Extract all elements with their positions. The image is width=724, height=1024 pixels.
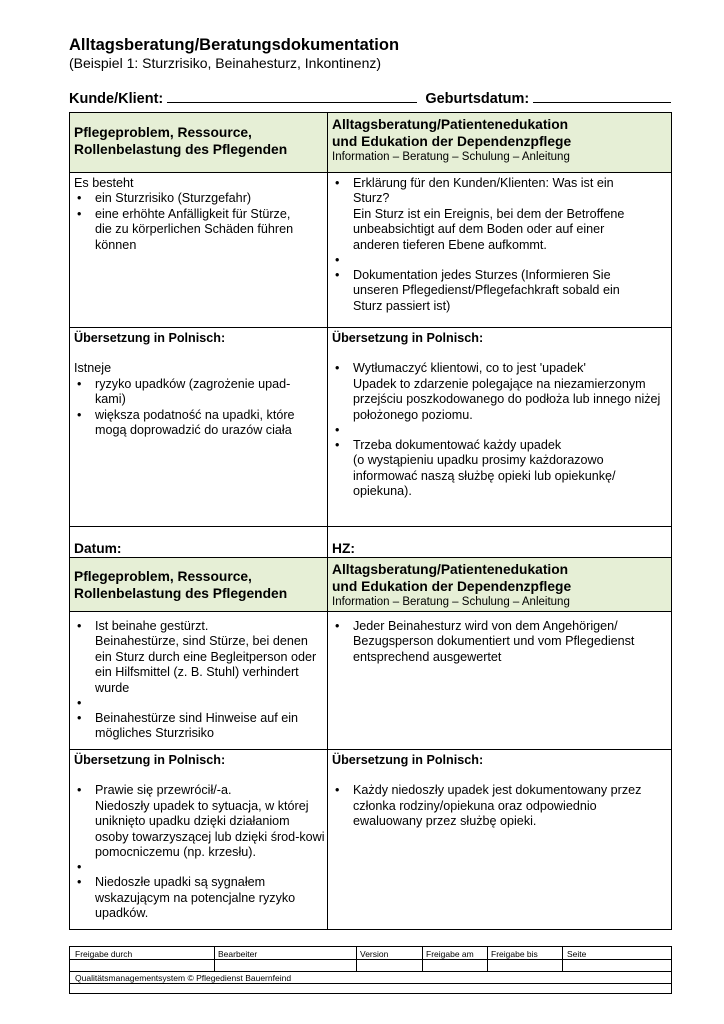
list-item: • większa podatność na upadki, które mogą doprowadzić do urazów ciała xyxy=(74,408,324,439)
list-item: • Ist beinahe gestürzt. Beinahestürze, sind Stürze, bei denen ein Sturz durch eine Begleitperson oder ein Hilfsmittel (z. B. Stuhl) verhindert wurde xyxy=(74,619,324,696)
translation-label: Übersetzung in Polnisch: xyxy=(74,331,226,345)
s2-right-german xyxy=(332,619,658,665)
list-item: • Trzeba dokumentować każdy upadek (o wystąpieniu upadku prosimy każdorazowo informować naszą służbę opieki lub opiekunkę/ opiekuna). xyxy=(332,438,666,500)
list-item: • Prawie się przewrócił/-a. Niedoszły upadek to sytuacja, w której uniknięto upadku dzięki działaniom osoby towarzyszącej lub dzięki środ-kowi pomocniczemu (np. krzesłu). xyxy=(74,783,326,860)
s2-right-subheader: Information – Beratung – Schulung – Anleitung xyxy=(332,596,570,608)
list-item: • Jeder Beinahesturz wird von dem Angehörigen/ Bezugsperson dokumentiert und vom Pflegedienst entsprechend ausgewertet xyxy=(332,619,658,665)
footer-col-freigabe-durch: Freigabe durch xyxy=(75,949,133,959)
s1-right-subheader: Information – Beratung – Schulung – Anleitung xyxy=(332,151,570,163)
footer-col-version: Version xyxy=(360,949,389,959)
s1-right-german xyxy=(332,176,644,314)
footer-col-freigabe-bis: Freigabe bis xyxy=(491,949,538,959)
s1-right-header: Alltagsberatung/Patientenedukation und Edukation der Dependenzpflege Information – Beratung – Schulung – Anleitung xyxy=(332,116,668,164)
footer-qm-text: Qualitätsmanagementsystem © Pflegedienst Bauernfeind xyxy=(75,973,292,983)
translation-label: Übersetzung in Polnisch: xyxy=(332,753,484,767)
s1-left-header: Pflegeproblem, Ressource, Rollenbelastung des Pflegenden xyxy=(74,125,288,157)
list-item: • Erklärung für den Kunden/Klienten: Was ist ein Sturz? Ein Sturz ist ein Ereignis, bei dem der Betroffene unbeabsichtigt auf dem Boden oder auf einer anderen tieferen Ebene aufkommt. xyxy=(332,176,644,253)
translation-label: Übersetzung in Polnisch: xyxy=(332,331,484,345)
footer-col-seite: Seite xyxy=(567,949,587,959)
client-field[interactable] xyxy=(167,88,417,103)
footer-col-bearbeiter: Bearbeiter xyxy=(218,949,258,959)
document-subtitle: (Beispiel 1: Sturzrisiko, Beinahesturz, Inkontinenz) xyxy=(69,55,382,71)
s2-left-header: Pflegeproblem, Ressource, Rollenbelastung des Pflegenden xyxy=(74,569,288,601)
list-item: • eine erhöhte Anfälligkeit für Stürze, die zu körperlichen Schäden führen können xyxy=(74,207,324,253)
s2-left-german xyxy=(74,619,324,742)
client-label: Kunde/Klient: xyxy=(69,91,164,107)
list-item: • Niedoszłe upadki są sygnałem wskazującym na potencjalne ryzyko upadków. xyxy=(74,875,326,921)
s1-left-german: Es besteht • ein Sturzrisiko (Sturzgefahr) • eine erhöhte Anfälligkeit für Stürze, die zu körperlichen Schäden führen können xyxy=(74,176,324,253)
list-item: • Dokumentation jedes Sturzes (Informieren Sie unseren Pflegedienst/Pflegefachkraft sobald ein Sturz passiert ist) xyxy=(332,268,644,314)
footer-col-freigabe-am: Freigabe am xyxy=(426,949,474,959)
list-item: • Każdy niedoszły upadek jest dokumentowany przez członka rodziny/opiekuna oraz odpowiednio ewaluowany przez służbę opieki. xyxy=(332,783,658,829)
s2-right-header: Alltagsberatung/Patientenedukation und Edukation der Dependenzpflege Information – Beratung – Schulung – Anleitung xyxy=(332,561,668,609)
list-item: • Beinahestürze sind Hinweise auf ein mögliches Sturzrisiko xyxy=(74,711,324,742)
birthdate-field[interactable] xyxy=(533,88,671,103)
client-line xyxy=(69,88,671,107)
s1-left-polish: Übersetzung in Polnisch: Istneje • ryzyko upadków (zagrożenie upad-kami) • większa podatność na upadki, które mogą doprowadzić do urazów ciała xyxy=(74,331,324,438)
document-title: Alltagsberatung/Beratungsdokumentation xyxy=(69,36,400,54)
s2-left-polish xyxy=(74,753,326,922)
birthdate-label: Geburtsdatum: xyxy=(425,91,530,107)
s1-right-polish xyxy=(332,331,666,500)
date-label: Datum: xyxy=(74,541,122,556)
list-item: • ein Sturzrisiko (Sturzgefahr) xyxy=(74,191,324,206)
list-item: • Wytłumaczyć klientowi, co to jest 'upadek' Upadek to zdarzenie polegające na niezamierzonym przejściu poszkodowanego do podłoża lub innego niżej położonego poziomu. xyxy=(332,361,666,423)
translation-label: Übersetzung in Polnisch: xyxy=(74,753,226,767)
hz-label: HZ: xyxy=(332,541,355,556)
list-item: • ryzyko upadków (zagrożenie upad-kami) xyxy=(74,377,324,408)
s2-right-polish xyxy=(332,753,658,830)
footer-table xyxy=(69,946,672,994)
